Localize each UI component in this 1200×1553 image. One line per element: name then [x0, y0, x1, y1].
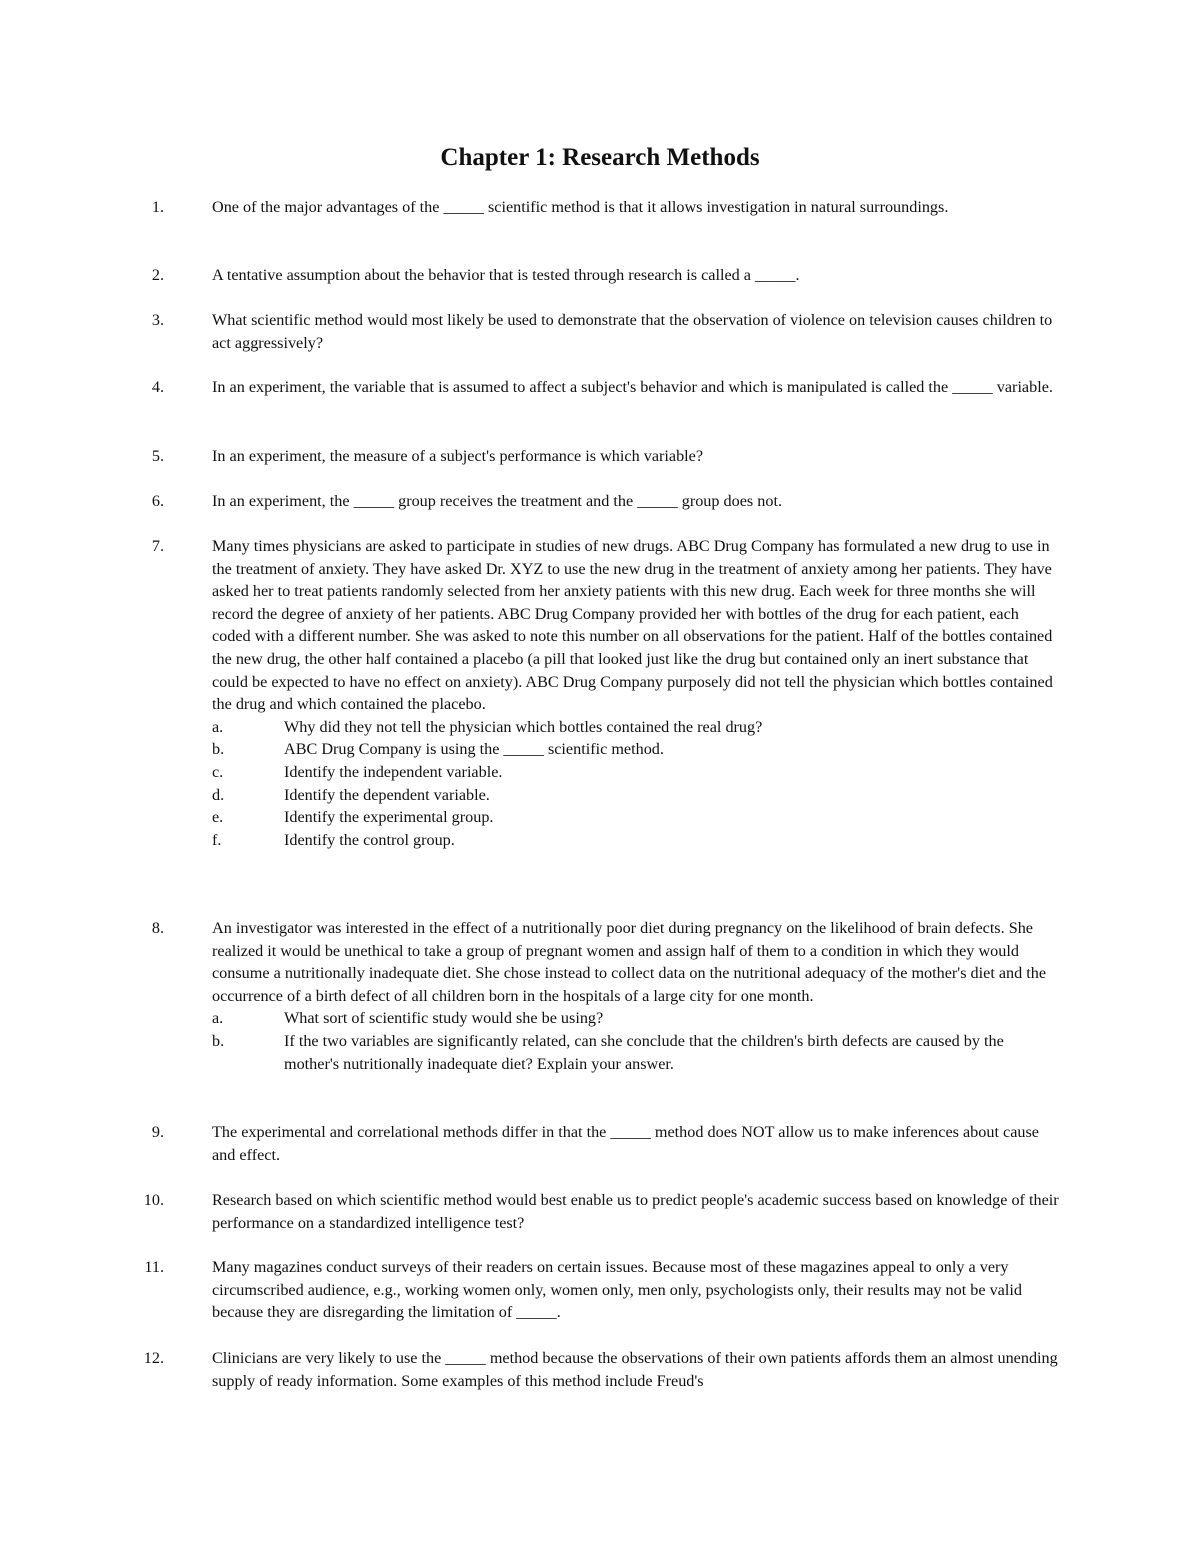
question-6: [140, 490, 1060, 513]
page-title: Chapter 1: Research Methods: [440, 144, 760, 171]
sub-question-text: Identify the dependent variable.: [284, 785, 490, 804]
question-2: [140, 264, 1060, 287]
question-9: [140, 1121, 1060, 1166]
sub-question-text: Identify the control group.: [284, 830, 455, 849]
sub-question-b: [212, 1030, 1060, 1075]
sub-question-a: [212, 1007, 1060, 1030]
question-text: In an experiment, the measure of a subject's performance is which variable?: [212, 447, 704, 465]
question-number: 11.: [144, 1258, 164, 1276]
question-11: [140, 1256, 1060, 1324]
sub-question-c: [212, 761, 1060, 784]
question-text: An investigator was interested in the effect of a nutritionally poor diet during pregnancy on the likelihood of brain defects. She realized it would be unethical to take a group of pregnant women and assign half of them to a condition in which they would consume a nutritionally inadequate diet. She chose instead to collect data on the nutritional adequacy of the mother's diet and the occurrence of a birth defect of all children born in the hospitals of a large city for one month.: [212, 919, 1047, 1005]
sub-question-letter: e.: [212, 808, 224, 827]
question-1: [140, 196, 1060, 219]
question-text: In an experiment, the _____ group receives the treatment and the _____ group does not.: [212, 492, 782, 510]
sub-question-list: [212, 716, 1060, 852]
sub-question-letter: b.: [212, 740, 225, 759]
question-number: 10.: [143, 1191, 164, 1209]
question-number: 9.: [151, 1123, 164, 1141]
sub-question-text: Identify the experimental group.: [284, 808, 494, 827]
sub-question-letter: c.: [212, 762, 224, 781]
sub-question-letter: a.: [212, 1009, 224, 1028]
sub-question-text: If the two variables are significantly related, can she conclude that the children's birth defects are caused by the mother's nutritionally inadequate diet? Explain your answer.: [284, 1031, 1004, 1073]
question-text: Many times physicians are asked to participate in studies of new drugs. ABC Drug Company has formulated a new drug to use in the treatment of anxiety. They have asked Dr. XYZ to use the new drug in the treatment of anxiety among her patients. They have asked her to treat patients randomly selected from her anxiety patients with this new drug. Each week for three months she will record the degree of anxiety of her patients. ABC Drug Company provided her with bottles of the drug for each patient, each coded with a different number. She was asked to note this number on all observations for the patient. Half of the bottles contained the new drug, the other half contained a placebo (a pill that looked just like the drug but contained only an inert substance that could be expected to have no effect on anxiety). ABC Drug Company purposely did not tell the physician which bottles contained the drug and which contained the placebo.: [212, 537, 1053, 714]
question-7: [140, 535, 1060, 851]
question-text: One of the major advantages of the _____ scientific method is that it allows investigation in natural surroundings.: [212, 198, 949, 216]
question-number: 1.: [151, 198, 164, 216]
question-number: 7.: [151, 537, 164, 555]
sub-question-text: Identify the independent variable.: [284, 762, 503, 781]
question-10: [140, 1189, 1060, 1234]
question-4: [140, 376, 1060, 399]
sub-question-letter: b.: [212, 1031, 225, 1050]
sub-question-d: [212, 784, 1060, 807]
question-text: In an experiment, the variable that is assumed to affect a subject's behavior and which is manipulated is called the _____ variable.: [212, 378, 1053, 396]
sub-question-e: [212, 806, 1060, 829]
question-3: [140, 309, 1060, 354]
sub-question-text: What sort of scientific study would she be using?: [284, 1009, 604, 1028]
question-number: 5.: [151, 447, 164, 465]
question-text: The experimental and correlational methods differ in that the _____ method does NOT allow us to make inferences about cause and effect.: [212, 1123, 1039, 1164]
question-number: 12.: [143, 1349, 164, 1367]
sub-question-a: [212, 716, 1060, 739]
question-8: [140, 917, 1060, 1075]
sub-question-letter: f.: [212, 830, 222, 849]
question-text: Research based on which scientific method would best enable us to predict people's academic success based on knowledge of their performance on a standardized intelligence test?: [212, 1191, 1059, 1232]
question-5: [140, 445, 1060, 468]
sub-question-text: Why did they not tell the physician which bottles contained the real drug?: [284, 717, 763, 736]
sub-question-f: [212, 829, 1060, 852]
question-number: 2.: [151, 266, 164, 284]
sub-question-letter: d.: [212, 785, 225, 804]
question-number: 8.: [151, 919, 164, 937]
question-text: A tentative assumption about the behavior that is tested through research is called a _____.: [212, 266, 800, 284]
sub-question-list: [212, 1007, 1060, 1075]
question-number: 6.: [151, 492, 164, 510]
question-text: What scientific method would most likely be used to demonstrate that the observation of violence on television causes children to act aggressively?: [212, 311, 1053, 352]
question-text: Many magazines conduct surveys of their readers on certain issues. Because most of these magazines appeal to only a very circumscribed audience, e.g., working women only, women only, men only, psychologists only, their results may not be valid because they are disregarding the limitation of _____.: [212, 1258, 1022, 1322]
question-12: [140, 1347, 1060, 1392]
question-text: Clinicians are very likely to use the _____ method because the observations of their own patients affords them an almost unending supply of ready information. Some examples of this method include Freud's: [212, 1349, 1058, 1390]
sub-question-text: ABC Drug Company is using the _____ scientific method.: [284, 740, 664, 759]
sub-question-b: [212, 738, 1060, 761]
question-number: 4.: [151, 378, 164, 396]
question-number: 3.: [151, 311, 164, 329]
sub-question-letter: a.: [212, 717, 224, 736]
